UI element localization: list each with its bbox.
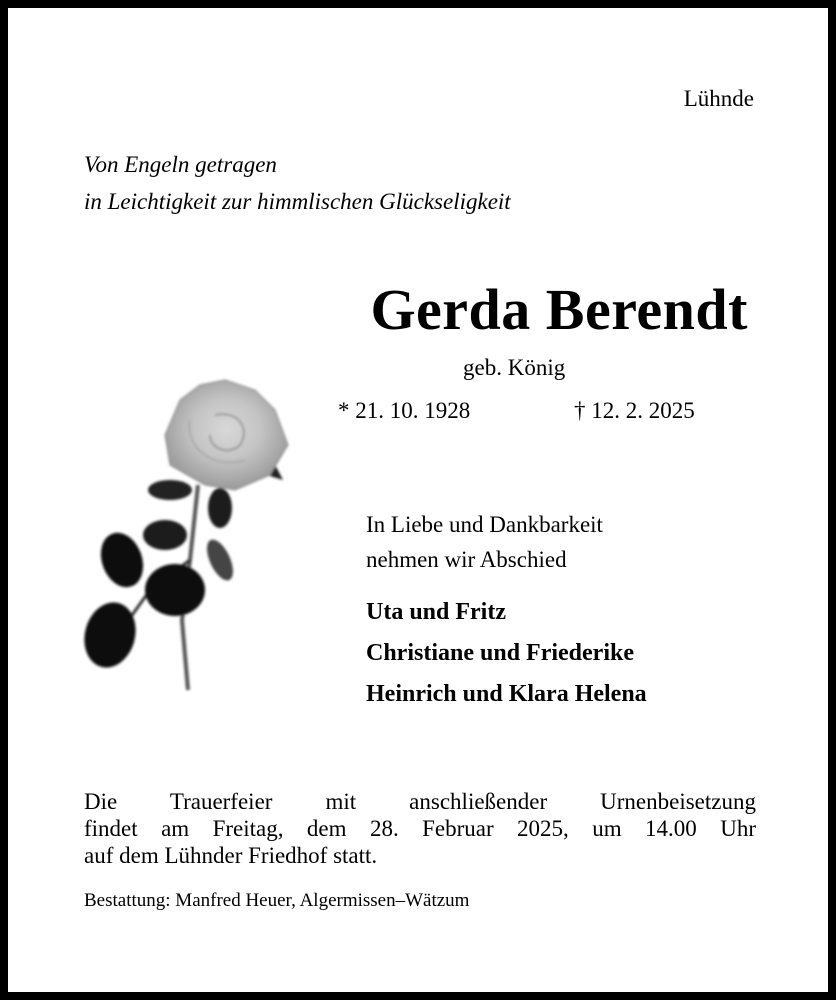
ceremony-line: Die Trauerfeier mit anschließender Urnenbeisetzung xyxy=(84,789,756,814)
deceased-name: Gerda Berendt xyxy=(370,277,748,342)
undertaker-info: Bestattung: Manfred Heuer, Algermissen–Wätzum xyxy=(84,890,470,911)
farewell-line: In Liebe und Dankbarkeit xyxy=(366,512,603,537)
motto-line: in Leichtigkeit zur himmlischen Glückseligkeit xyxy=(84,189,511,214)
family-member: Christiane und Friederike xyxy=(366,640,634,666)
family-member: Heinrich und Klara Helena xyxy=(366,681,647,707)
motto xyxy=(84,146,511,220)
ceremony-info xyxy=(84,788,756,869)
farewell-text xyxy=(366,507,603,577)
family-member: Uta und Fritz xyxy=(366,599,506,625)
farewell-line: nehmen wir Abschied xyxy=(366,547,567,572)
death-date: † 12. 2. 2025 xyxy=(574,398,695,423)
maiden-name: geb. König xyxy=(463,355,566,380)
ceremony-line: auf dem Lühnder Friedhof statt. xyxy=(84,843,378,868)
family-list xyxy=(366,592,647,715)
rose-image xyxy=(70,360,310,700)
birth-date: * 21. 10. 1928 xyxy=(338,398,471,423)
ceremony-line: findet am Freitag, dem 28. Februar 2025, um 14.00 Uhr xyxy=(84,816,756,841)
place-name: Lühnde xyxy=(683,86,754,111)
motto-line: Von Engeln getragen xyxy=(84,152,277,177)
